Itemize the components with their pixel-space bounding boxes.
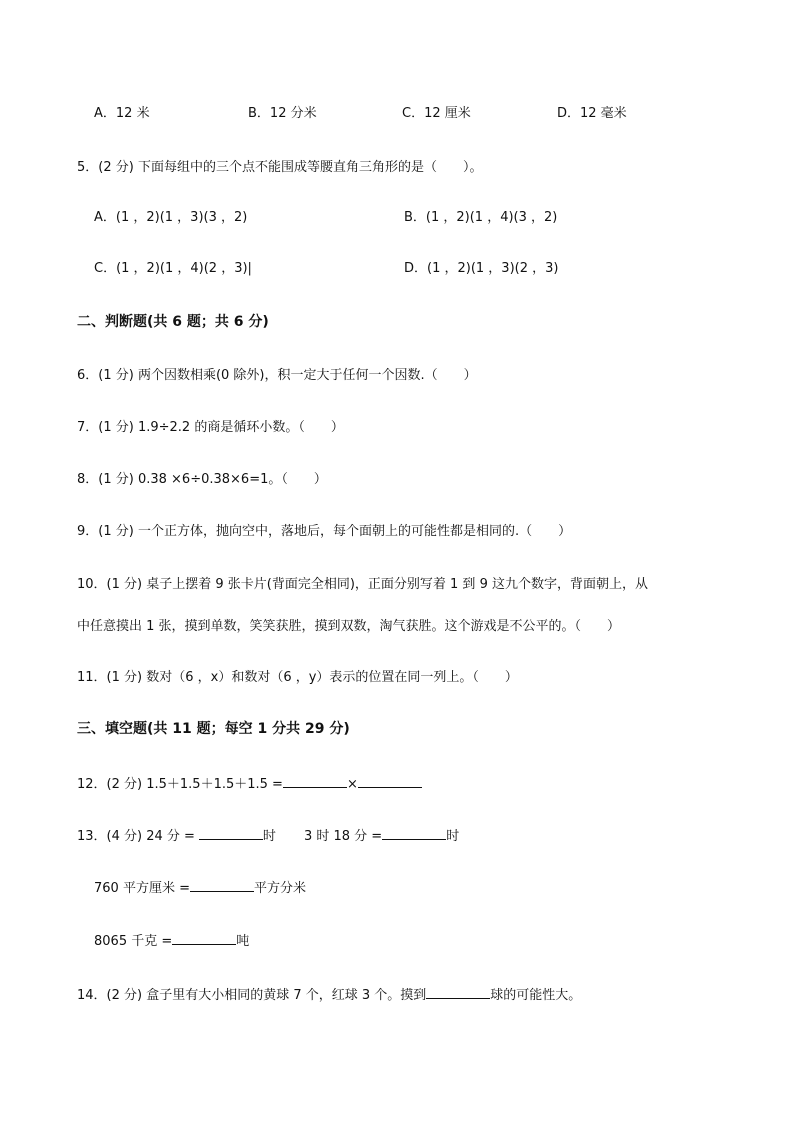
- question-6: 6．(1 分) 两个因数相乘(0 除外)，积一定大于任何一个因数.（ ）: [77, 368, 477, 383]
- q5-option-b: B．(1 ，2)(1 ，4)(3 ，2): [404, 210, 558, 225]
- question-13-line2: [94, 877, 306, 898]
- answer-blank[interactable]: [199, 825, 263, 840]
- q13-line2-prefix: 760 平方厘米 =: [94, 881, 190, 896]
- q4-option-b: B．12 分米: [248, 106, 317, 121]
- question-13-line3: [94, 930, 249, 951]
- q4-option-a: A．12 米: [94, 106, 150, 121]
- answer-blank[interactable]: [283, 773, 347, 788]
- q5-option-d: D．(1 ，2)(1 ，3)(2 ，3): [404, 261, 559, 276]
- question-12: [77, 773, 422, 794]
- q12-times: ×: [346, 777, 358, 792]
- q5-stem: 5．(2 分) 下面每组中的三个点不能围成等腰直角三角形的是（ ）。: [77, 160, 483, 175]
- q5-option-a: A．(1 ，2)(1 ，3)(3 ，2): [94, 210, 248, 225]
- section-judge-title: 二、判断题(共 6 题；共 6 分): [77, 314, 269, 330]
- q13-line3-prefix: 8065 千克 =: [94, 934, 173, 949]
- q13-unit1: 时: [262, 829, 276, 844]
- answer-blank[interactable]: [190, 877, 254, 892]
- answer-blank[interactable]: [426, 984, 490, 999]
- question-11: 11．(1 分) 数对（6 ，x）和数对（6 ，y）表示的位置在同一列上。（ ）: [77, 670, 518, 685]
- question-13: [77, 825, 459, 846]
- q4-option-d: D．12 毫米: [557, 106, 627, 121]
- question-8: 8．(1 分) 0.38 ×6÷0.38×6=1。（ ）: [77, 472, 327, 487]
- q5-option-c: C．(1 ，2)(1 ，4)(2 ，3)|: [94, 261, 252, 276]
- q13-unit2: 时: [446, 829, 460, 844]
- q14-suffix: 球的可能性大。: [490, 988, 582, 1003]
- q13-prefix: 13．(4 分) 24 分 =: [77, 829, 195, 844]
- q14-prefix: 14．(2 分) 盒子里有大小相同的黄球 7 个，红球 3 个。摸到: [77, 988, 427, 1003]
- q4-option-c: C．12 厘米: [402, 106, 471, 121]
- q13-mid: 3 时 18 分 =: [303, 829, 383, 844]
- question-9: 9．(1 分) 一个正方体，抛向空中，落地后，每个面朝上的可能性都是相同的.（ ）: [77, 524, 572, 539]
- answer-blank[interactable]: [382, 825, 446, 840]
- question-14: [77, 984, 581, 1005]
- section-fill-title: 三、填空题(共 11 题；每空 1 分共 29 分): [77, 721, 350, 737]
- question-10-line2: 中任意摸出 1 张，摸到单数，笑笑获胜，摸到双数，淘气获胜。这个游戏是不公平的。（ ）: [77, 619, 621, 634]
- question-10-line1: 10．(1 分) 桌子上摆着 9 张卡片(背面完全相同)，正面分别写着 1 到 9 这九个数字，背面朝上，从: [77, 577, 648, 592]
- q12-prefix: 12．(2 分) 1.5＋1.5＋1.5＋1.5 =: [77, 777, 283, 792]
- answer-blank[interactable]: [358, 773, 422, 788]
- answer-blank[interactable]: [172, 930, 236, 945]
- q13-line3-unit: 吨: [236, 934, 250, 949]
- question-7: 7．(1 分) 1.9÷2.2 的商是循环小数。（ ）: [77, 420, 344, 435]
- q13-line2-unit: 平方分米: [253, 881, 306, 896]
